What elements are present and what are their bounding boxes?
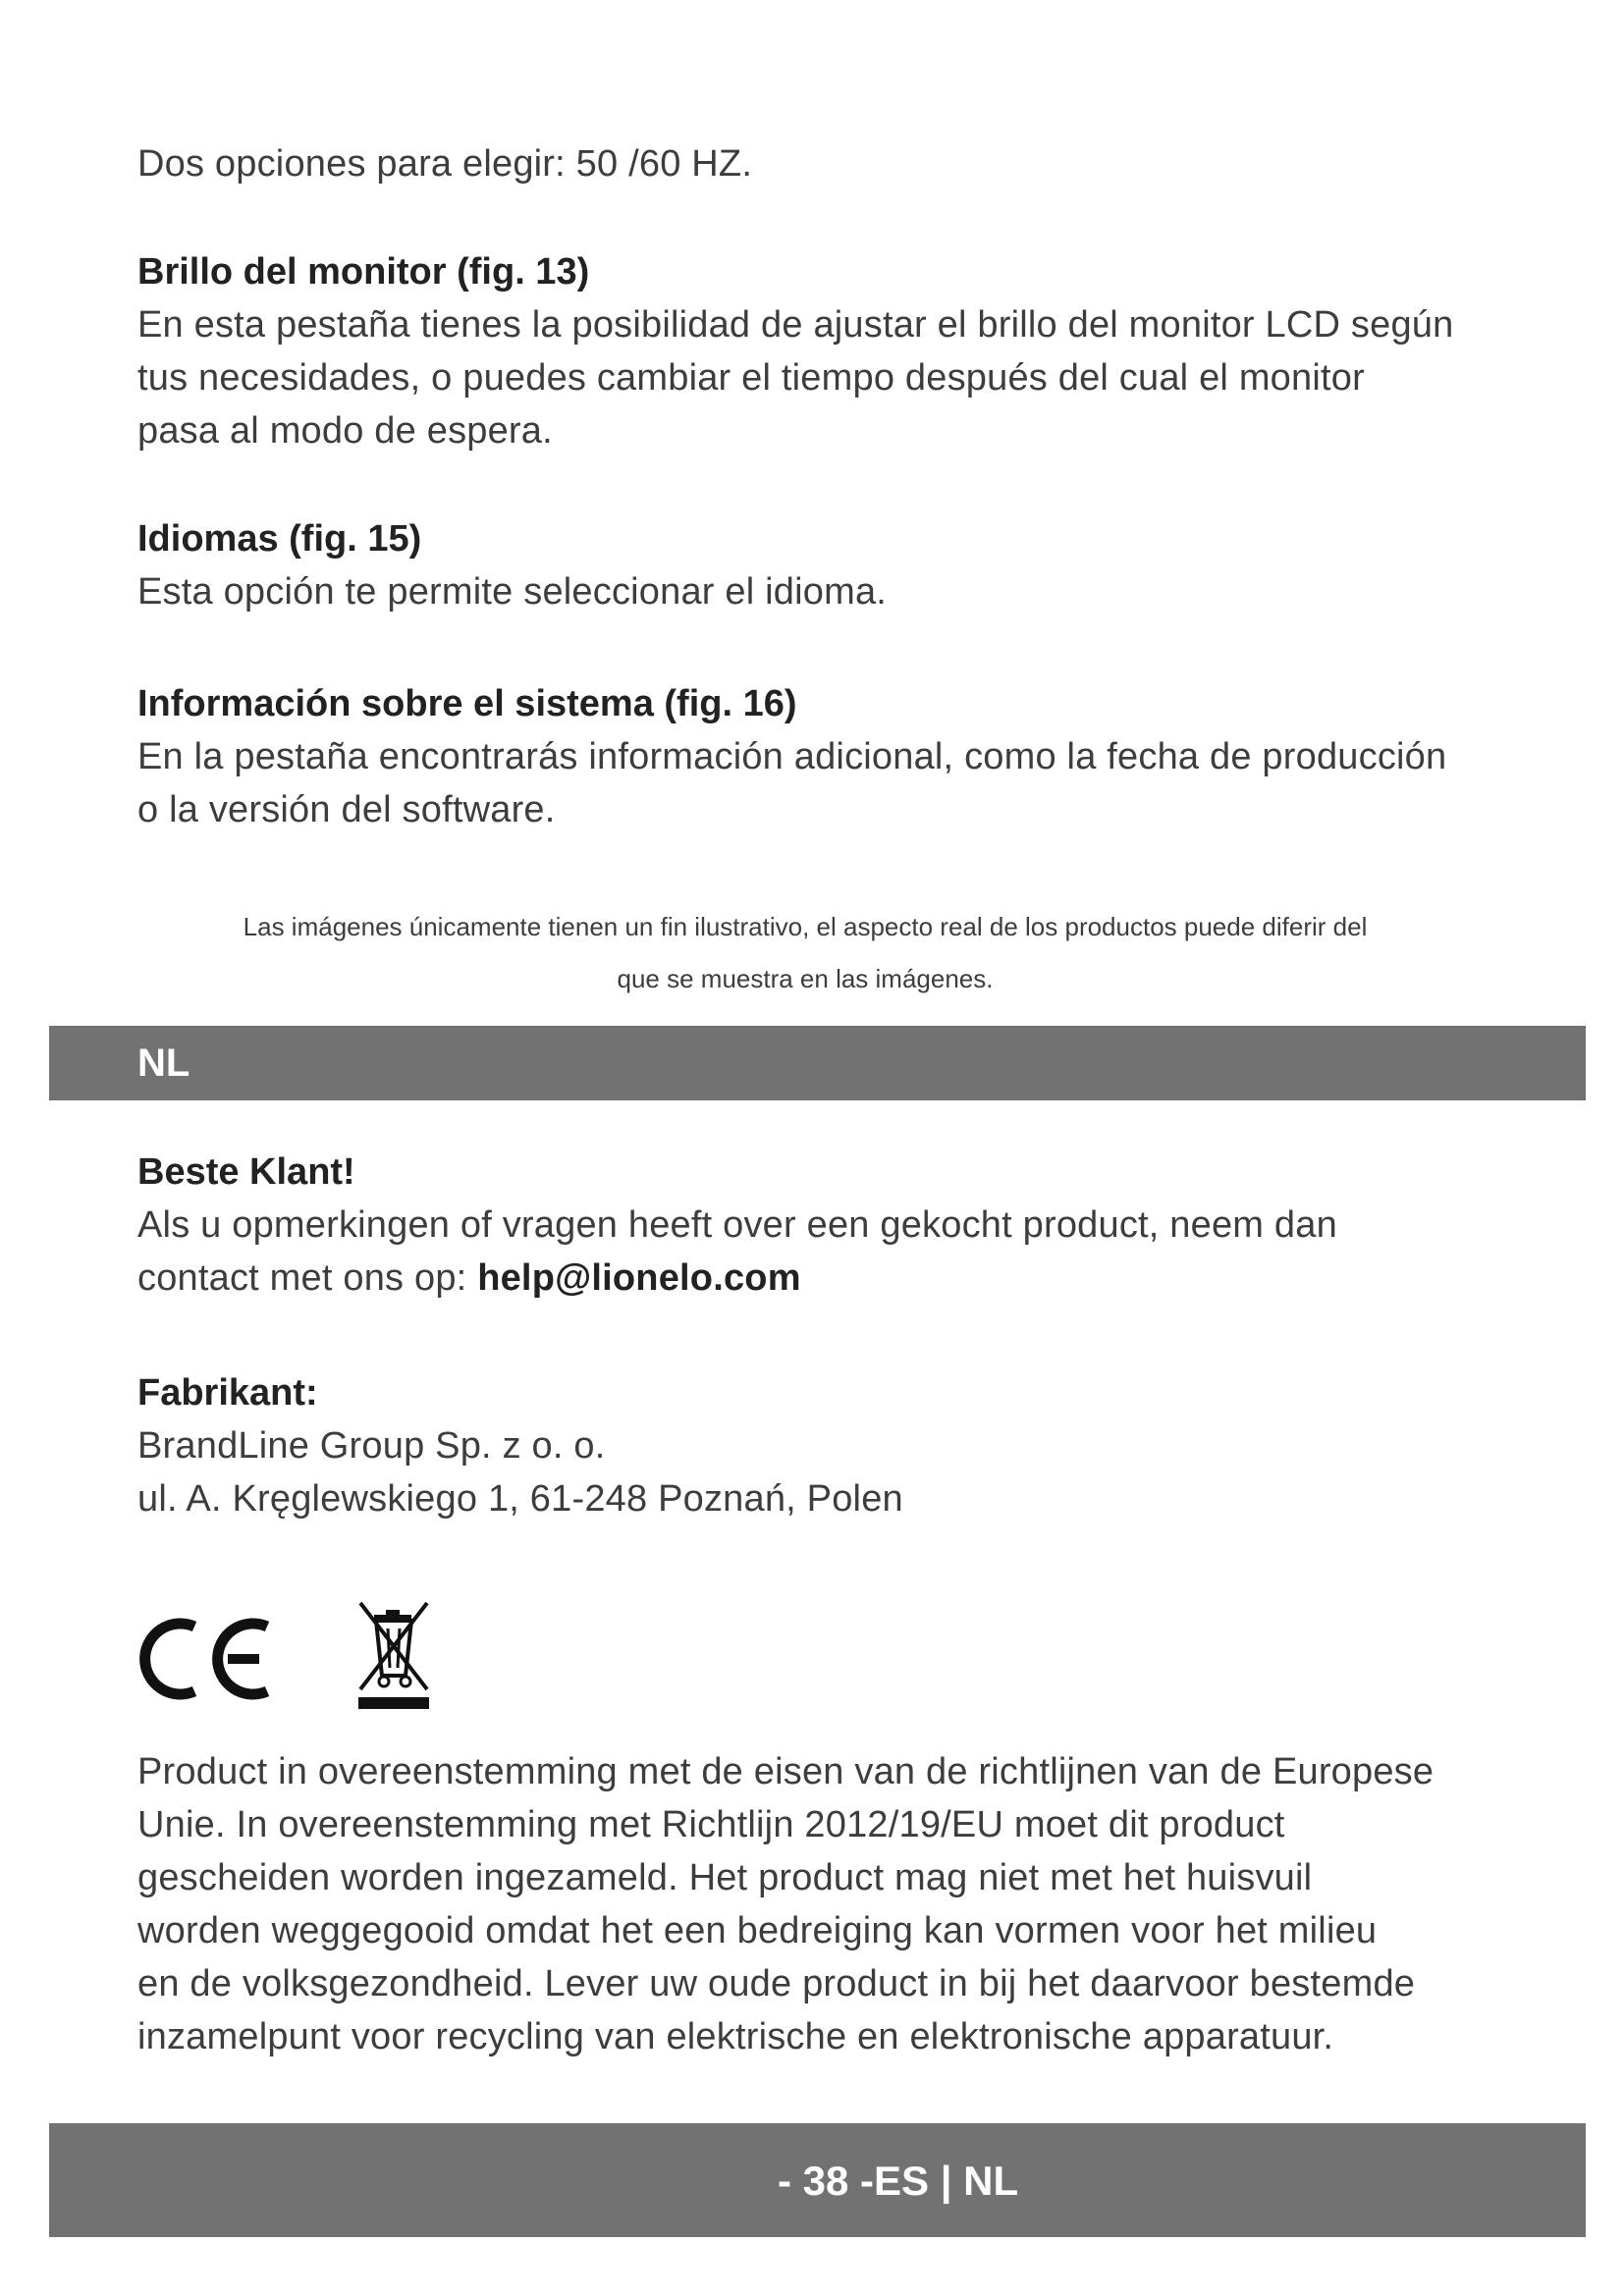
languages-section	[137, 512, 1512, 618]
brightness-line: tus necesidades, o puedes cambiar el tiempo después del cual el monitor	[137, 357, 1365, 399]
system-info-line: En la pestaña encontrarás información adicional, como la fecha de producción	[137, 736, 1447, 777]
manufacturer-heading: Fabrikant:	[137, 1372, 318, 1414]
contact-prefix: contact met ons op:	[137, 1257, 478, 1299]
greeting-line: Als u opmerkingen of vragen heeft over een gekocht product, neem dan	[137, 1204, 1337, 1246]
compliance-line: Unie. In overeenstemming met Richtlijn 2012/19/EU moet dit product	[137, 1804, 1285, 1845]
system-info-heading: Información sobre el sistema (fig. 16)	[137, 683, 797, 724]
manufacturer-address: ul. A. Kręglewskiego 1, 61-248 Poznań, Polen	[137, 1478, 903, 1520]
compliance-line: gescheiden worden ingezameld. Het product mag niet met het huisvuil	[137, 1857, 1313, 1898]
frequency-options-text: Dos opciones para elegir: 50 /60 HZ.	[137, 143, 753, 185]
certification-marks	[137, 1595, 452, 1713]
brightness-line: pasa al modo de espera.	[137, 410, 553, 452]
contact-email: help@lionelo.com	[477, 1257, 801, 1299]
compliance-line: Product in overeenstemming met de eisen van de richtlijnen van de Europese	[137, 1751, 1435, 1792]
crossed-out-wheelie-bin-icon	[349, 1595, 437, 1713]
greeting-contact-line	[137, 1252, 1512, 1305]
disclaimer-line: que se muestra en las imágenes.	[617, 964, 994, 993]
greeting-heading: Beste Klant!	[137, 1151, 355, 1193]
page-footer-bar	[49, 2123, 1586, 2237]
compliance-section	[137, 1745, 1512, 2063]
image-disclaimer	[137, 901, 1473, 1005]
system-info-section	[137, 677, 1512, 836]
manufacturer-name: BrandLine Group Sp. z o. o.	[137, 1425, 606, 1467]
greeting-section	[137, 1146, 1512, 1305]
disclaimer-line: Las imágenes únicamente tienen un fin ilustrativo, el aspecto real de los productos puede diferir del	[243, 912, 1368, 941]
manufacturer-section	[137, 1366, 1512, 1525]
system-info-line: o la versión del software.	[137, 789, 556, 830]
page-number-label: - 38 -ES | NL	[778, 2158, 1019, 2204]
brightness-line: En esta pestaña tienes la posibilidad de ajustar el brillo del monitor LCD según	[137, 304, 1454, 346]
compliance-line: en de volksgezondheid. Lever uw oude product in bij het daarvoor bestemde	[137, 1963, 1416, 2004]
brightness-section	[137, 245, 1512, 457]
languages-heading: Idiomas (fig. 15)	[137, 518, 422, 560]
nl-section-label: NL	[137, 1041, 190, 1085]
nl-section-bar	[49, 1026, 1586, 1100]
brightness-heading: Brillo del monitor (fig. 13)	[137, 251, 590, 293]
languages-text: Esta opción te permite seleccionar el idioma.	[137, 571, 888, 613]
compliance-line: inzamelpunt voor recycling van elektrische en elektronische apparatuur.	[137, 2016, 1334, 2057]
ce-mark-icon	[137, 1605, 275, 1713]
compliance-line: worden weggegooid omdat het een bedreiging kan vormen voor het milieu	[137, 1910, 1378, 1951]
frequency-text-block	[137, 137, 1512, 190]
